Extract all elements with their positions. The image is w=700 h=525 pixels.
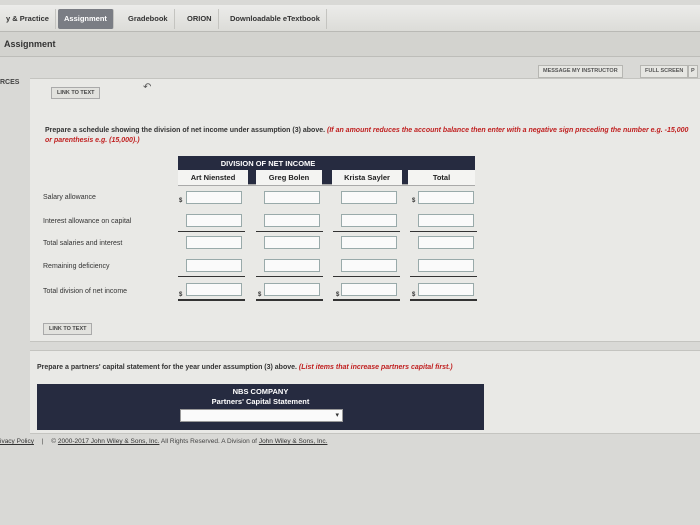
currency-symbol: $: [179, 198, 183, 204]
column-header-art: Art Niensted: [178, 170, 248, 185]
underline: [256, 231, 323, 232]
question-panel-1: [30, 78, 700, 342]
instruction-text: Prepare a schedule showing the division of net income under assumption (3) above. (If an amount reduces the account balance then enter with a negative sign preceding the number e.g. -15,000 or parenthesis e.g. (15,000).): [45, 127, 689, 144]
instruction-text-2: Prepare a partners' capital statement for the year under assumption (3) above. (List items that increase partners capital first.): [37, 364, 453, 371]
double-underline: [410, 299, 477, 301]
column-header-total: Total: [408, 170, 475, 185]
chevron-down-icon: ▾: [335, 412, 339, 419]
wiley-copyright-link[interactable]: 2000-2017 John Wiley & Sons, Inc.: [57, 438, 160, 445]
instruction-hint: (If an amount reduces the account balance then enter with a negative sign preceding the number e.g. -15,000 or parenthesis e.g. (15,000).): [45, 127, 689, 144]
remaining-greg-input[interactable]: [264, 259, 320, 272]
full-screen-button[interactable]: FULL SCREEN: [640, 65, 688, 78]
link-to-text-button[interactable]: LINK TO TEXT: [51, 87, 100, 99]
column-header-krista: Krista Sayler: [332, 170, 402, 185]
tab-assignment[interactable]: Assignment: [58, 9, 114, 29]
underline: [410, 231, 477, 232]
tab-orion[interactable]: ORION: [181, 9, 219, 29]
tab-gradebook[interactable]: Gradebook: [122, 9, 175, 29]
table-title: DIVISION OF NET INCOME: [220, 159, 316, 168]
interest-total-input[interactable]: [418, 214, 474, 227]
currency-symbol: $: [258, 292, 262, 298]
interest-krista-input[interactable]: [341, 214, 397, 227]
total-division-total-input[interactable]: [418, 283, 474, 296]
tab-practice[interactable]: y & Practice: [0, 9, 56, 29]
capital-statement-header: [37, 384, 484, 430]
underline: [333, 276, 400, 277]
salary-total-input[interactable]: [418, 191, 474, 204]
footer: [0, 438, 700, 445]
next-button[interactable]: P: [688, 65, 698, 78]
currency-symbol: $: [179, 292, 183, 298]
double-underline: [178, 299, 245, 301]
link-to-text-button-2[interactable]: LINK TO TEXT: [43, 323, 92, 335]
salary-krista-input[interactable]: [341, 191, 397, 204]
row-label-interest: Interest allowance on capital: [43, 218, 132, 225]
row-label-salary: Salary allowance: [43, 194, 96, 201]
column-header-greg: Greg Bolen: [256, 170, 322, 185]
salary-art-input[interactable]: [186, 191, 242, 204]
total-salaries-art-input[interactable]: [186, 236, 242, 249]
statement-title: Partners' Capital Statement: [211, 397, 310, 406]
underline: [178, 231, 245, 232]
privacy-policy-link[interactable]: ivacy Policy: [0, 438, 34, 445]
remaining-krista-input[interactable]: [341, 259, 397, 272]
underline: [256, 276, 323, 277]
resources-label: RCES: [0, 79, 20, 86]
total-division-krista-input[interactable]: [341, 283, 397, 296]
double-underline: [256, 299, 323, 301]
page-title: Assignment: [4, 39, 56, 49]
underline: [178, 276, 245, 277]
remaining-art-input[interactable]: [186, 259, 242, 272]
interest-greg-input[interactable]: [264, 214, 320, 227]
salary-greg-input[interactable]: [264, 191, 320, 204]
total-salaries-total-input[interactable]: [418, 236, 474, 249]
message-instructor-button[interactable]: MESSAGE MY INSTRUCTOR: [538, 65, 623, 78]
remaining-total-input[interactable]: [418, 259, 474, 272]
row-label-remaining: Remaining deficiency: [43, 263, 110, 270]
row-label-total-salaries: Total salaries and interest: [43, 240, 123, 247]
footer-separator: |: [41, 438, 44, 445]
rights-text: All Rights Reserved. A Division of: [160, 438, 257, 445]
copyright-symbol: ©: [51, 438, 57, 445]
company-name: NBS COMPANY: [232, 387, 289, 396]
currency-symbol: $: [412, 292, 416, 298]
currency-symbol: $: [336, 292, 340, 298]
mouse-cursor-icon: ↶: [143, 82, 152, 93]
top-nav: [0, 5, 700, 32]
total-division-greg-input[interactable]: [264, 283, 320, 296]
wiley-company-link[interactable]: John Wiley & Sons, Inc.: [258, 438, 328, 445]
currency-symbol: $: [412, 198, 416, 204]
page-header: [0, 32, 700, 57]
total-salaries-krista-input[interactable]: [341, 236, 397, 249]
row-label-total-division: Total division of net income: [43, 288, 128, 295]
total-salaries-greg-input[interactable]: [264, 236, 320, 249]
statement-period-select[interactable]: [180, 409, 343, 422]
interest-art-input[interactable]: [186, 214, 242, 227]
underline: [333, 231, 400, 232]
instruction-hint-2: (List items that increase partners capital first.): [298, 364, 453, 371]
total-division-art-input[interactable]: [186, 283, 242, 296]
tab-etextbook[interactable]: Downloadable eTextbook: [224, 9, 327, 29]
double-underline: [333, 299, 400, 301]
underline: [410, 276, 477, 277]
